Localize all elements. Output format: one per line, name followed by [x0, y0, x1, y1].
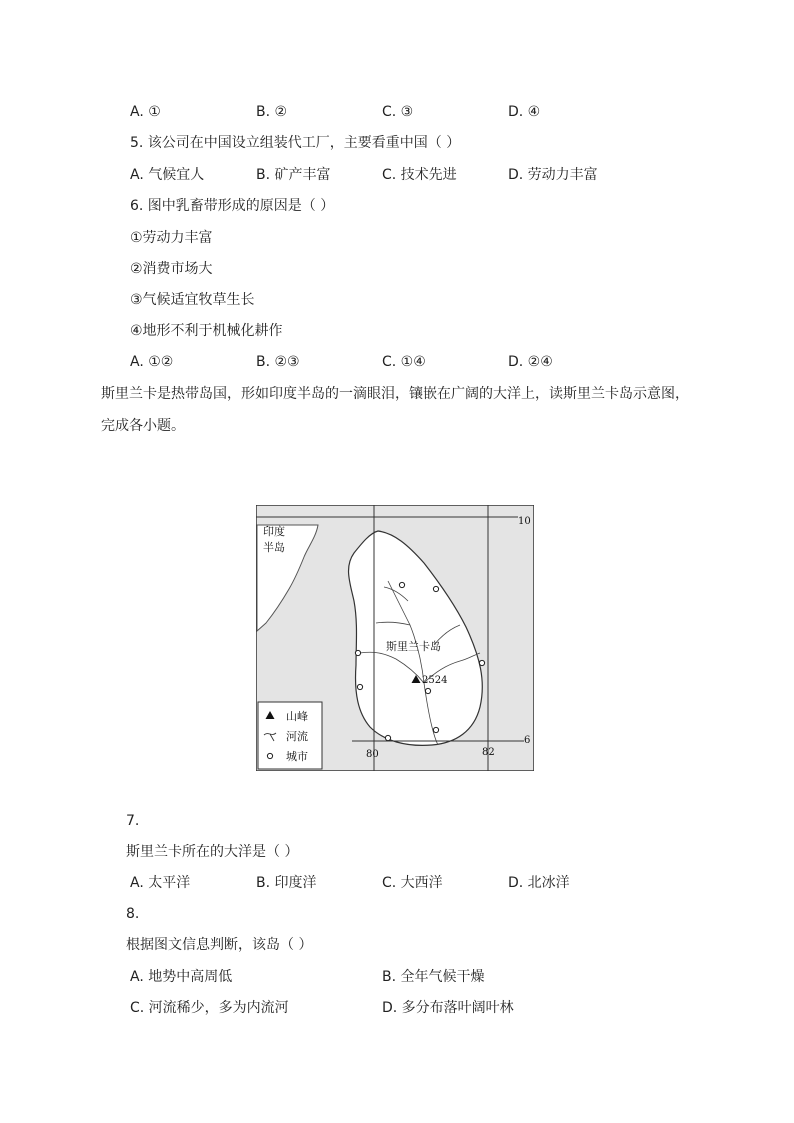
city-marker — [399, 582, 404, 587]
city-marker — [355, 650, 360, 655]
q8-stem: 根据图文信息判断，该岛（ ） — [126, 937, 313, 953]
q4-option-b[interactable]: B. ② — [256, 104, 288, 120]
q6-option-d[interactable]: D. ②④ — [508, 354, 553, 370]
q4-option-c[interactable]: C. ③ — [382, 104, 414, 120]
city-marker — [357, 684, 362, 689]
peak-elevation: 2524 — [422, 675, 448, 686]
q5-option-c[interactable]: C. 技术先进 — [382, 167, 457, 183]
city-marker — [425, 688, 430, 693]
q7-option-d[interactable]: D. 北冰洋 — [508, 875, 570, 891]
legend-city-icon — [267, 753, 272, 758]
legend-city-label: 城市 — [286, 750, 308, 763]
q8-option-b[interactable]: B. 全年气候干燥 — [382, 969, 485, 985]
q7-number: 7. — [126, 813, 140, 829]
q8-option-c[interactable]: C. 河流稀少，多为内流河 — [130, 1000, 289, 1016]
q5-option-a[interactable]: A. 气候宜人 — [130, 167, 205, 183]
q7-stem: 斯里兰卡所在的大洋是（ ） — [126, 844, 299, 860]
q4-option-d[interactable]: D. ④ — [508, 104, 541, 120]
q6-item-2: ②消费市场大 — [130, 261, 213, 277]
q7-option-a[interactable]: A. 太平洋 — [130, 875, 191, 891]
q7-option-b[interactable]: B. 印度洋 — [256, 875, 317, 891]
city-marker — [385, 735, 390, 740]
island-label: 斯里兰卡岛 — [386, 640, 441, 653]
q6-option-c[interactable]: C. ①④ — [382, 354, 426, 370]
q8-number: 8. — [126, 906, 140, 922]
map-legend — [258, 702, 322, 769]
legend-peak-label: 山峰 — [286, 710, 308, 723]
city-marker — [433, 727, 438, 732]
q7-option-c[interactable]: C. 大西洋 — [382, 875, 443, 891]
q5-option-b[interactable]: B. 矿产丰富 — [256, 167, 331, 183]
city-marker — [433, 586, 438, 591]
q4-option-a[interactable]: A. ① — [130, 104, 161, 120]
lat-label-10: 10 — [518, 516, 531, 527]
intro-paragraph: 斯里兰卡是热带岛国，形如印度半岛的一滴眼泪，镶嵌在广阔的大洋上，读斯里兰卡岛示意图，完成各小题。 — [101, 386, 689, 434]
q6-option-b[interactable]: B. ②③ — [256, 354, 300, 370]
q6-item-3: ③气候适宜牧草生长 — [130, 292, 255, 308]
q6-stem: 6. 图中乳畜带形成的原因是（ ） — [130, 198, 335, 214]
lon-label-82: 82 — [482, 747, 495, 758]
lat-label-6: 6 — [524, 735, 531, 746]
q6-item-4: ④地形不利于机械化耕作 — [130, 323, 283, 339]
india-label-line1: 印度 — [263, 525, 285, 538]
city-marker — [479, 660, 484, 665]
q6-option-a[interactable]: A. ①② — [130, 354, 174, 370]
india-label-line2: 半岛 — [263, 541, 285, 554]
q5-stem: 5. 该公司在中国设立组装代工厂，主要看重中国（ ） — [130, 135, 461, 151]
legend-river-label: 河流 — [286, 730, 308, 743]
lon-label-80: 80 — [366, 749, 379, 760]
q5-option-d[interactable]: D. 劳动力丰富 — [508, 167, 598, 183]
q6-item-1: ①劳动力丰富 — [130, 230, 213, 246]
q8-option-a[interactable]: A. 地势中高周低 — [130, 969, 233, 985]
q8-option-d[interactable]: D. 多分布落叶阔叶林 — [382, 1000, 514, 1016]
sri-lanka-map — [256, 505, 534, 771]
